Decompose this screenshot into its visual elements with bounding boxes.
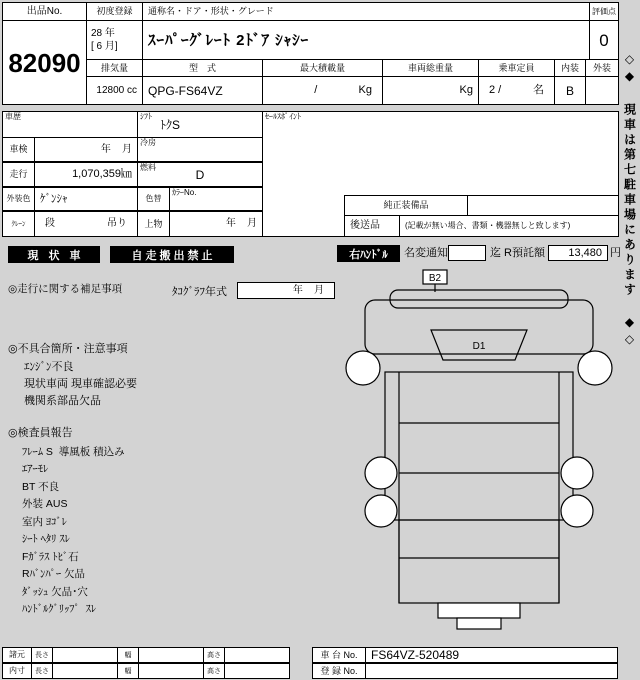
capacity-number: 2 /: [489, 84, 502, 96]
gross-weight-value: Kg: [382, 76, 479, 105]
inner-dimensions-label: 内寸: [2, 663, 32, 679]
first-registration-year: 28 年: [91, 27, 115, 39]
fuel-cell: [137, 162, 263, 187]
yen-label: 円: [610, 247, 621, 259]
mileage-value: 1,070,359㎞: [34, 162, 138, 187]
registration-no-label: 登 録 No.: [312, 663, 366, 679]
until-label: 迄: [490, 247, 501, 259]
right-hand-drive-badge: 右ﾊﾝﾄﾞﾙ: [337, 245, 400, 262]
later-shipment-note: (記載が無い場合、書類・機器無しと致します): [399, 215, 619, 237]
fuel-value: D: [195, 167, 205, 182]
inspector-item: ﾌﾚｰﾑ S 導風板 積込み: [22, 446, 125, 458]
first-registration-value: [86, 20, 143, 60]
body-label: 上物: [137, 211, 170, 237]
tachograph-value: 年 月: [237, 282, 335, 299]
deposit-label: R預託額: [504, 247, 545, 259]
inner-length-label: 長さ: [31, 663, 53, 679]
shift-label: ｼﾌﾄ: [140, 112, 152, 121]
front-bumper-outline: [390, 290, 568, 308]
mileage-note-title: ◎走行に関する補足事項: [8, 283, 123, 295]
vehicle-diagram: [343, 268, 615, 634]
displacement-value: 12800 cc: [86, 76, 143, 105]
length-value: [52, 647, 118, 663]
parking-location-strip: [620, 0, 640, 680]
model-value: QPG-FS64VZ: [142, 76, 263, 105]
body-value: 年 月: [169, 211, 263, 237]
inspector-item: ﾊﾝﾄﾞﾙｸﾞﾘｯﾌﾟ ｽﾚ: [22, 603, 97, 615]
b2-marker-label: B2: [428, 273, 442, 284]
shift-value: ﾄｸS: [160, 117, 181, 132]
rear-wheel-left-1: [365, 457, 397, 489]
crane-label: ｸﾚｰﾝ: [2, 211, 35, 237]
rear-frame-outline: [399, 520, 559, 603]
vehicle-name-value: ｽｰﾊﾟｰｸﾞﾚｰﾄ 2ﾄﾞｱ ｼｬｼｰ: [142, 20, 590, 60]
color-no-label: ｶﾗｰNo.: [172, 188, 197, 197]
mileage-label: 走行: [2, 162, 35, 187]
exhibit-no-value: 82090: [2, 20, 87, 105]
inspector-item: Fｶﾞﾗｽ ﾄﾋﾞ石: [22, 551, 79, 563]
max-load-unit: Kg: [358, 84, 372, 96]
inspector-item: 外装 AUS: [22, 498, 68, 510]
capacity-label: 乗車定員: [478, 59, 555, 77]
rear-wheel-left-2: [365, 495, 397, 527]
exterior-color-value: ｹﾞﾝｼｬ: [34, 187, 138, 211]
max-load-value: [262, 76, 383, 105]
chassis-no-label: 車 台 No.: [312, 647, 366, 663]
ac-label: 冷房: [140, 138, 156, 147]
score-label: 評価点: [589, 2, 619, 21]
inspector-item: 室内 ﾖｺﾞﾚ: [22, 516, 67, 528]
chassis-no-value: FS64VZ-520489: [365, 647, 618, 663]
fuel-label: 燃料: [140, 163, 156, 172]
dimensions-label: 諸元: [2, 647, 32, 663]
inspector-item: ｴｱｰﾓﾚ: [22, 463, 49, 475]
sales-point-label: ｾｰﾙｽﾎﾟｲﾝﾄ: [265, 112, 301, 121]
front-wheel-left: [346, 351, 380, 385]
defect-item: ｴﾝｼﾞﾝ不良: [24, 361, 74, 373]
later-shipment-label: 後送品: [344, 215, 400, 237]
inner-length-value: [52, 663, 118, 679]
exhibit-no-label: 出品No.: [2, 2, 87, 21]
inspector-title: ◎検査員報告: [8, 427, 73, 439]
as-is-badge: 現状車: [8, 246, 100, 263]
displacement-label: 排気量: [86, 59, 143, 77]
max-load-slash: /: [314, 84, 318, 96]
d1-marker-label: D1: [472, 341, 486, 352]
inspector-item: BT 不良: [22, 481, 60, 493]
capacity-value: [478, 76, 555, 105]
exterior-color-label: 外装色: [2, 187, 35, 211]
interior-value: B: [554, 76, 586, 105]
ac-cell: [137, 137, 263, 162]
frame-outline: [385, 372, 573, 520]
inspection-label: 車検: [2, 137, 35, 162]
length-label: 長さ: [31, 647, 53, 663]
vehicle-name-label: 通称名・ドア・形状・グレード: [142, 2, 590, 21]
name-change-label: 名変通知: [404, 247, 448, 259]
no-self-removal-badge: 自走搬出禁止: [110, 246, 234, 263]
first-registration-month: [ 6 月]: [91, 40, 118, 52]
rear-end-piece: [457, 618, 501, 629]
first-registration-label: 初度登録: [86, 2, 143, 21]
parking-location-note: ◇◆ 現車は第七駐車場にあります ◆◇: [622, 52, 637, 349]
height-label: 高さ: [203, 647, 225, 663]
capacity-unit: 名: [533, 84, 544, 96]
width-value: [138, 647, 204, 663]
crane-value: [34, 211, 138, 237]
inner-width-label: 幅: [117, 663, 139, 679]
inspector-item: ｼｰﾄ ﾍﾀﾘ ｽﾚ: [22, 533, 70, 545]
exterior-label: 外装: [585, 59, 619, 77]
exterior-value: [585, 76, 619, 105]
rear-crossmember: [438, 603, 520, 618]
crane-hoist: 吊り: [107, 218, 127, 229]
tachograph-label: ﾀｺｸﾞﾗﾌ年式: [172, 286, 227, 298]
defect-item: 機関系部品欠品: [24, 395, 101, 407]
rear-wheel-right-2: [561, 495, 593, 527]
inspection-value: 年 月: [34, 137, 138, 162]
inner-width-value: [138, 663, 204, 679]
score-value: 0: [589, 20, 619, 60]
history-label: 車歴: [5, 112, 21, 121]
registration-no-value: [365, 663, 618, 679]
inspector-item: ﾀﾞｯｼｭ 欠品･穴: [22, 586, 88, 598]
shift-cell: [137, 111, 263, 138]
defect-item: 現状車両 現車確認必要: [24, 378, 138, 390]
rear-wheel-right-1: [561, 457, 593, 489]
gross-weight-label: 車両総重量: [382, 59, 479, 77]
inspector-item: Rﾊﾞﾝﾊﾟｰ 欠品: [22, 568, 85, 580]
color-no-cell: [169, 187, 263, 211]
oem-equipment-value: [467, 195, 619, 216]
history-cell: [2, 111, 138, 138]
inner-height-value: [224, 663, 290, 679]
oem-equipment-label: 純正装備品: [344, 195, 468, 216]
defects-title: ◎不具合箇所・注意事項: [8, 343, 128, 355]
height-value: [224, 647, 290, 663]
max-load-label: 最大積載量: [262, 59, 383, 77]
interior-label: 内装: [554, 59, 586, 77]
front-wheel-right: [578, 351, 612, 385]
crane-steps: 段: [45, 218, 55, 229]
width-label: 幅: [117, 647, 139, 663]
inner-height-label: 高さ: [203, 663, 225, 679]
deposit-amount: 13,480: [548, 245, 608, 261]
color-change-label: 色替: [137, 187, 170, 211]
name-change-date-box: [448, 245, 486, 261]
model-label: 型 式: [142, 59, 263, 77]
